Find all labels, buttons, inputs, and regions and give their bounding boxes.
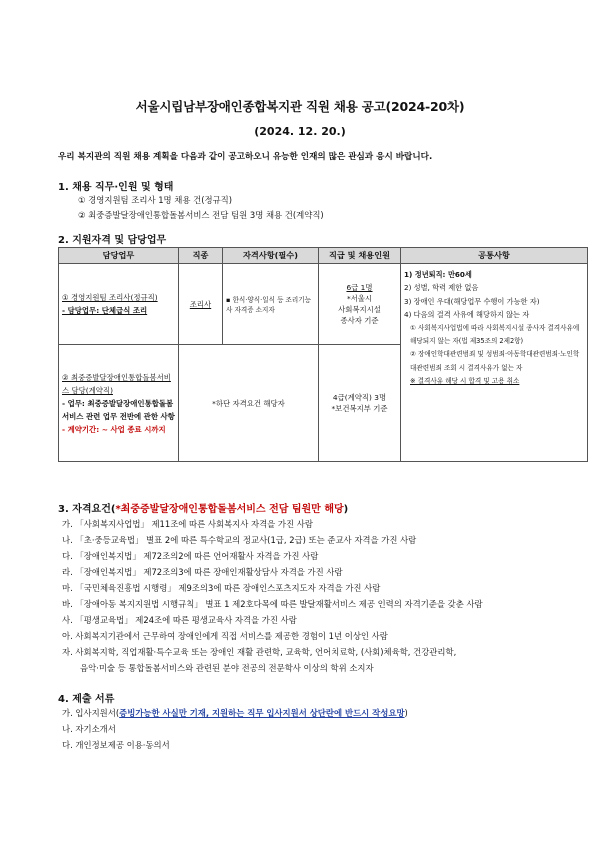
table-header-row: [59, 248, 588, 264]
document-item-suffix: ): [404, 708, 408, 718]
section2-heading: 2. 지원자격 및 담당업무: [58, 235, 167, 246]
qualification-item: 아. 사회복지기관에서 근무하여 장애인에게 직접 서비스를 제공한 경험이 1년 이상인 사람: [62, 631, 388, 641]
duty-detail: - 업무: 최중증발달장애인통합돌봄 서비스 관련 업무 전반에 관한 사항: [62, 398, 175, 421]
grade-line: 사회복지시설: [338, 305, 381, 314]
recruitment-table: [58, 247, 588, 462]
duty-detail: - 담당업무: 단체급식 조리: [62, 306, 148, 315]
grade-line: 4급(계약직) 3명: [332, 393, 387, 402]
duty-period: - 계약기간: ~ 사업 종료 시까지: [62, 424, 166, 434]
section3-heading-prefix: 3. 자격요건(: [58, 504, 116, 515]
duty-title: ② 최중증발달장애인통합돌봄서비스 담당(계약직): [62, 372, 171, 395]
qualification-item: 다. 「장애인복지법」 제72조의2에 따른 언어재활사 자격을 가진 사람: [62, 551, 319, 561]
qualification-item: 라. 「장애인복지법」 제72조의3에 따른 장애인재활상담사 자격을 가진 사람: [62, 567, 343, 577]
qualification-item: 사. 「평생교육법」 제24조에 따른 평생교육사 자격을 가진 사람: [62, 615, 297, 625]
common-item: 4) 다음의 결격 사유에 해당하지 않는 자: [404, 310, 530, 320]
qualification-item: 음악·미술 등 통합돌봄서비스와 관련된 분야 전공의 전문학사 이상의 학위 소지자: [80, 663, 374, 673]
grade-line: *보건복지부 기준: [331, 404, 388, 413]
qualification-item: 바. 「장애아동 복지지원법 시행규칙」 별표 1 제2호다목에 따른 발달재활서비스 제공 인력의 자격기준을 갖춘 사람: [62, 599, 483, 609]
common-item: 1) 정년퇴직: 만60세: [404, 270, 472, 279]
job-cell: 조리사: [179, 264, 223, 345]
intro-text: 우리 복지관의 직원 채용 계획을 다음과 같이 공고하오니 유능한 인재의 많은 관심과 응시 바랍니다.: [58, 152, 433, 162]
table-row: [59, 264, 588, 345]
qualification-item: 가. 「사회복지사업법」 제11조에 따른 사회복지사 자격을 가진 사람: [62, 519, 313, 529]
grade-cell: [319, 264, 401, 345]
section1-item: ① 경영지원팀 조리사 1명 채용 건(정규직): [78, 195, 233, 205]
section1-item: ② 최중증발달장애인통합돌봄서비스 전담 팀원 3명 채용 건(계약직): [78, 210, 324, 220]
section1-heading: 1. 채용 직무·인원 및 형태: [58, 182, 174, 193]
document-item: [62, 707, 408, 719]
grade-line: 6급 1명: [346, 283, 373, 292]
qualification-cell: ▪ 한식·양식·일식 등 조리기능사 자격증 소지자: [223, 264, 319, 345]
section3-heading: [58, 500, 348, 515]
qualification-item: 나. 「초·중등교육법」 별표 2에 따른 특수학교의 정교사(1급, 2급) 또는 준교사 자격을 가진 사람: [62, 535, 417, 545]
document-item-prefix: 가. 입사지원서(: [62, 708, 120, 718]
grade-cell: [319, 345, 401, 462]
section4-heading: 4. 제출 서류: [58, 694, 115, 705]
common-item: ② 장애인학대관련범죄 및 성범죄·아동학대관련범죄·노인학대관련범죄 조회 시 결격사유가 없는 자: [410, 350, 580, 372]
header-grade: 직급 및 채용인원: [319, 248, 401, 264]
common-item: ※ 결격사유 해당 시 합격 및 고용 취소: [410, 377, 520, 386]
qualification-cell: *하단 자격요건 해당자: [179, 345, 319, 462]
grade-line: 종사자 기준: [340, 316, 379, 325]
common-item: 2) 성별, 학력 제한 없음: [404, 283, 479, 293]
common-item: 3) 장애인 우대(해당업무 수행이 가능한 자): [404, 296, 540, 306]
section3-heading-note: *최중증발달장애인통합돌봄서비스 전담 팀원만 해당: [115, 504, 344, 515]
header-job: 직종: [179, 248, 223, 264]
page-title: 서울시립남부장애인종합복지관 직원 채용 공고(2024-20차): [135, 99, 465, 114]
document-item-note: 증빙가능한 사실만 기재, 지원하는 직무 입사지원서 상단란에 반드시 작성요망: [119, 708, 405, 718]
header-common: 공통사항: [401, 248, 588, 264]
document-item: 다. 개인정보제공 이용·동의서: [62, 740, 170, 750]
grade-line: *서울시: [346, 294, 373, 303]
qualification-item: 자. 사회복지학, 직업재활·특수교육 또는 장애인 재활 관련학, 교육학, 언어치료학, (사회)체육학, 건강관리학,: [62, 647, 457, 657]
duty-cell: [59, 264, 179, 345]
section3-heading-suffix: ): [343, 504, 349, 515]
document-item: 나. 자기소개서: [62, 724, 116, 734]
duty-title: ① 경영지원팀 조리사(정규직): [62, 293, 158, 302]
notice-date: (2024. 12. 20.): [254, 125, 346, 138]
common-cell: [401, 264, 588, 462]
duty-cell: [59, 345, 179, 462]
header-duty: 담당업무: [59, 248, 179, 264]
header-qualification: 자격사항(필수): [223, 248, 319, 264]
common-item: ① 사회복지사업법에 따라 사회복지시설 종사자 결격사유에 해당되지 않는 자(법 제35조의 2제2항): [410, 323, 580, 346]
qualification-item: 마. 「국민체육진흥법 시행령」 제9조의3에 따른 장애인스포츠지도자 자격을 가진 사람: [62, 583, 381, 593]
